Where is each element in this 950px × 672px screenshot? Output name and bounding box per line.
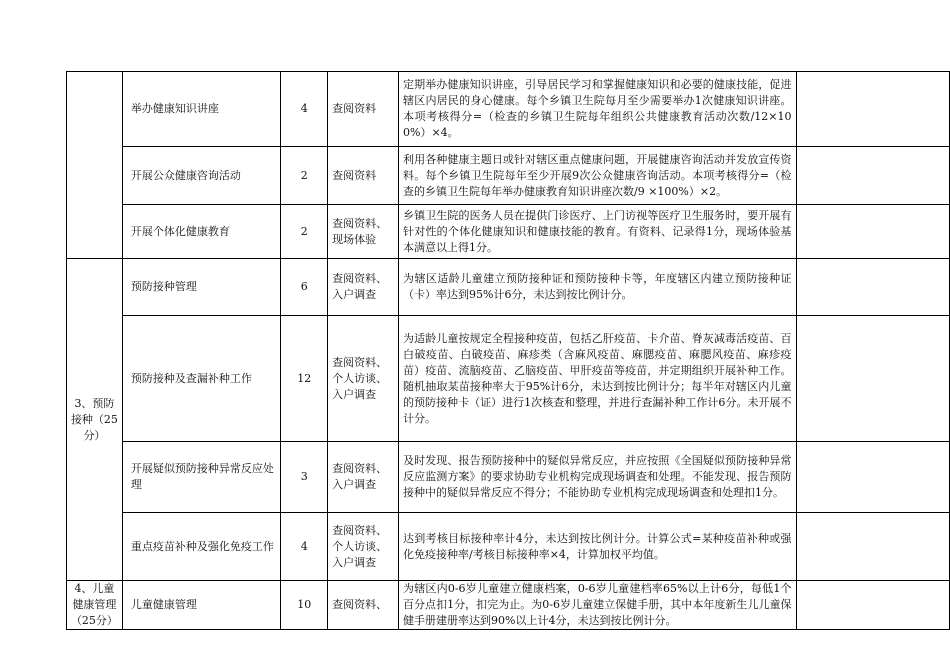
method-cell: 查阅资料、个人访谈、入户调查 bbox=[328, 513, 399, 581]
method-cell: 查阅资料、 bbox=[328, 581, 399, 630]
note-cell bbox=[796, 147, 949, 205]
standard-cell: 为辖区适龄儿童建立预防接种证和预防接种卡等，年度辖区内建立预防接种证（卡）率达到95%计6分，未达到按比例计分。 bbox=[399, 259, 797, 316]
table-row bbox=[67, 72, 950, 147]
note-cell bbox=[796, 316, 949, 442]
note-cell bbox=[796, 442, 949, 513]
method-cell: 查阅资料、现场体验 bbox=[328, 205, 399, 259]
standard-cell: 及时发现、报告预防接种中的疑似异常反应，并应按照《全国疑似预防接种异常反应监测方案》的要求协助专业机构完成现场调查和处理。不能发现、报告预防接种中的疑似异常反应不得分；不能协助专业机构完成现场调查和处理扣1分。 bbox=[399, 442, 797, 513]
note-cell bbox=[796, 513, 949, 581]
table-row bbox=[67, 205, 950, 259]
item-cell: 预防接种管理 bbox=[122, 259, 280, 316]
table-row bbox=[67, 442, 950, 513]
note-cell bbox=[796, 581, 949, 630]
score-cell: 12 bbox=[281, 316, 328, 442]
score-cell: 2 bbox=[281, 147, 328, 205]
score-cell: 10 bbox=[281, 581, 328, 630]
score-cell: 3 bbox=[281, 442, 328, 513]
method-cell: 查阅资料、个人访谈、入户调查 bbox=[328, 316, 399, 442]
category-cell bbox=[67, 72, 123, 259]
table-row bbox=[67, 581, 950, 630]
assessment-table bbox=[66, 71, 950, 630]
item-cell: 开展疑似预防接种异常反应处理 bbox=[122, 442, 280, 513]
score-cell: 2 bbox=[281, 205, 328, 259]
standard-cell: 利用各种健康主题日或针对辖区重点健康问题，开展健康咨询活动并发放宣传资料。每个乡镇卫生院每年至少开展9次公众健康咨询活动。本项考核得分=（检查的乡镇卫生院每年举办健康教育知识讲座次数/9 ×100%）×2。 bbox=[399, 147, 797, 205]
category-cell: 3、预防接种（25分） bbox=[67, 259, 123, 581]
note-cell bbox=[796, 259, 949, 316]
table-row bbox=[67, 316, 950, 442]
item-cell: 重点疫苗补种及强化免疫工作 bbox=[122, 513, 280, 581]
method-cell: 查阅资料 bbox=[328, 72, 399, 147]
item-cell: 举办健康知识讲座 bbox=[122, 72, 280, 147]
score-cell: 6 bbox=[281, 259, 328, 316]
standard-cell: 定期举办健康知识讲座，引导居民学习和掌握健康知识和必要的健康技能，促进辖区内居民的身心健康。每个乡镇卫生院每月至少需要举办1次健康知识讲座。本项考核得分=（检查的乡镇卫生院每年组织公共健康教育活动次数/12×100%）×4。 bbox=[399, 72, 797, 147]
table-row bbox=[67, 147, 950, 205]
standard-cell: 为辖区内0-6岁儿童建立健康档案，0-6岁儿童建档率65%以上计6分，每低1个百分点扣1分，扣完为止。为0-6岁儿童建立保健手册，其中本年度新生儿儿童保健手册建册率达到90%以上计4分，未达到按比例计分。 bbox=[399, 581, 797, 630]
table-row bbox=[67, 259, 950, 316]
standard-cell: 达到考核目标接种率计4分，未达到按比例计分。计算公式=某种疫苗补种或强化免疫接种率/考核目标接种率×4，计算加权平均值。 bbox=[399, 513, 797, 581]
method-cell: 查阅资料、入户调查 bbox=[328, 259, 399, 316]
item-cell: 开展公众健康咨询活动 bbox=[122, 147, 280, 205]
item-cell: 开展个体化健康教育 bbox=[122, 205, 280, 259]
score-cell: 4 bbox=[281, 72, 328, 147]
table-row bbox=[67, 513, 950, 581]
category-cell: 4、儿童健康管理（25分） bbox=[67, 581, 123, 630]
standard-cell: 乡镇卫生院的医务人员在提供门诊医疗、上门访视等医疗卫生服务时，要开展有针对性的个体化健康知识和健康技能的教育。有资料、记录得1分，现场体验基本满意以上得1分。 bbox=[399, 205, 797, 259]
note-cell bbox=[796, 72, 949, 147]
item-cell: 预防接种及查漏补种工作 bbox=[122, 316, 280, 442]
method-cell: 查阅资料 bbox=[328, 147, 399, 205]
item-cell: 儿童健康管理 bbox=[122, 581, 280, 630]
score-cell: 4 bbox=[281, 513, 328, 581]
method-cell: 查阅资料、入户调查 bbox=[328, 442, 399, 513]
note-cell bbox=[796, 205, 949, 259]
standard-cell: 为适龄儿童按规定全程接种疫苗，包括乙肝疫苗、卡介苗、脊灰减毒活疫苗、百白破疫苗、白破疫苗、麻疹类（含麻风疫苗、麻腮疫苗、麻腮风疫苗、麻疹疫苗）疫苗、流脑疫苗、乙脑疫苗、甲肝疫苗等疫苗，并定期组织开展补种工作。随机抽取某苗接种率大于95%计6分，未达到按比例计分；每半年对辖区内儿童的预防接种卡（证）进行1次核查和整理，并进行查漏补种工作计6分。未开展不计分。 bbox=[399, 316, 797, 442]
